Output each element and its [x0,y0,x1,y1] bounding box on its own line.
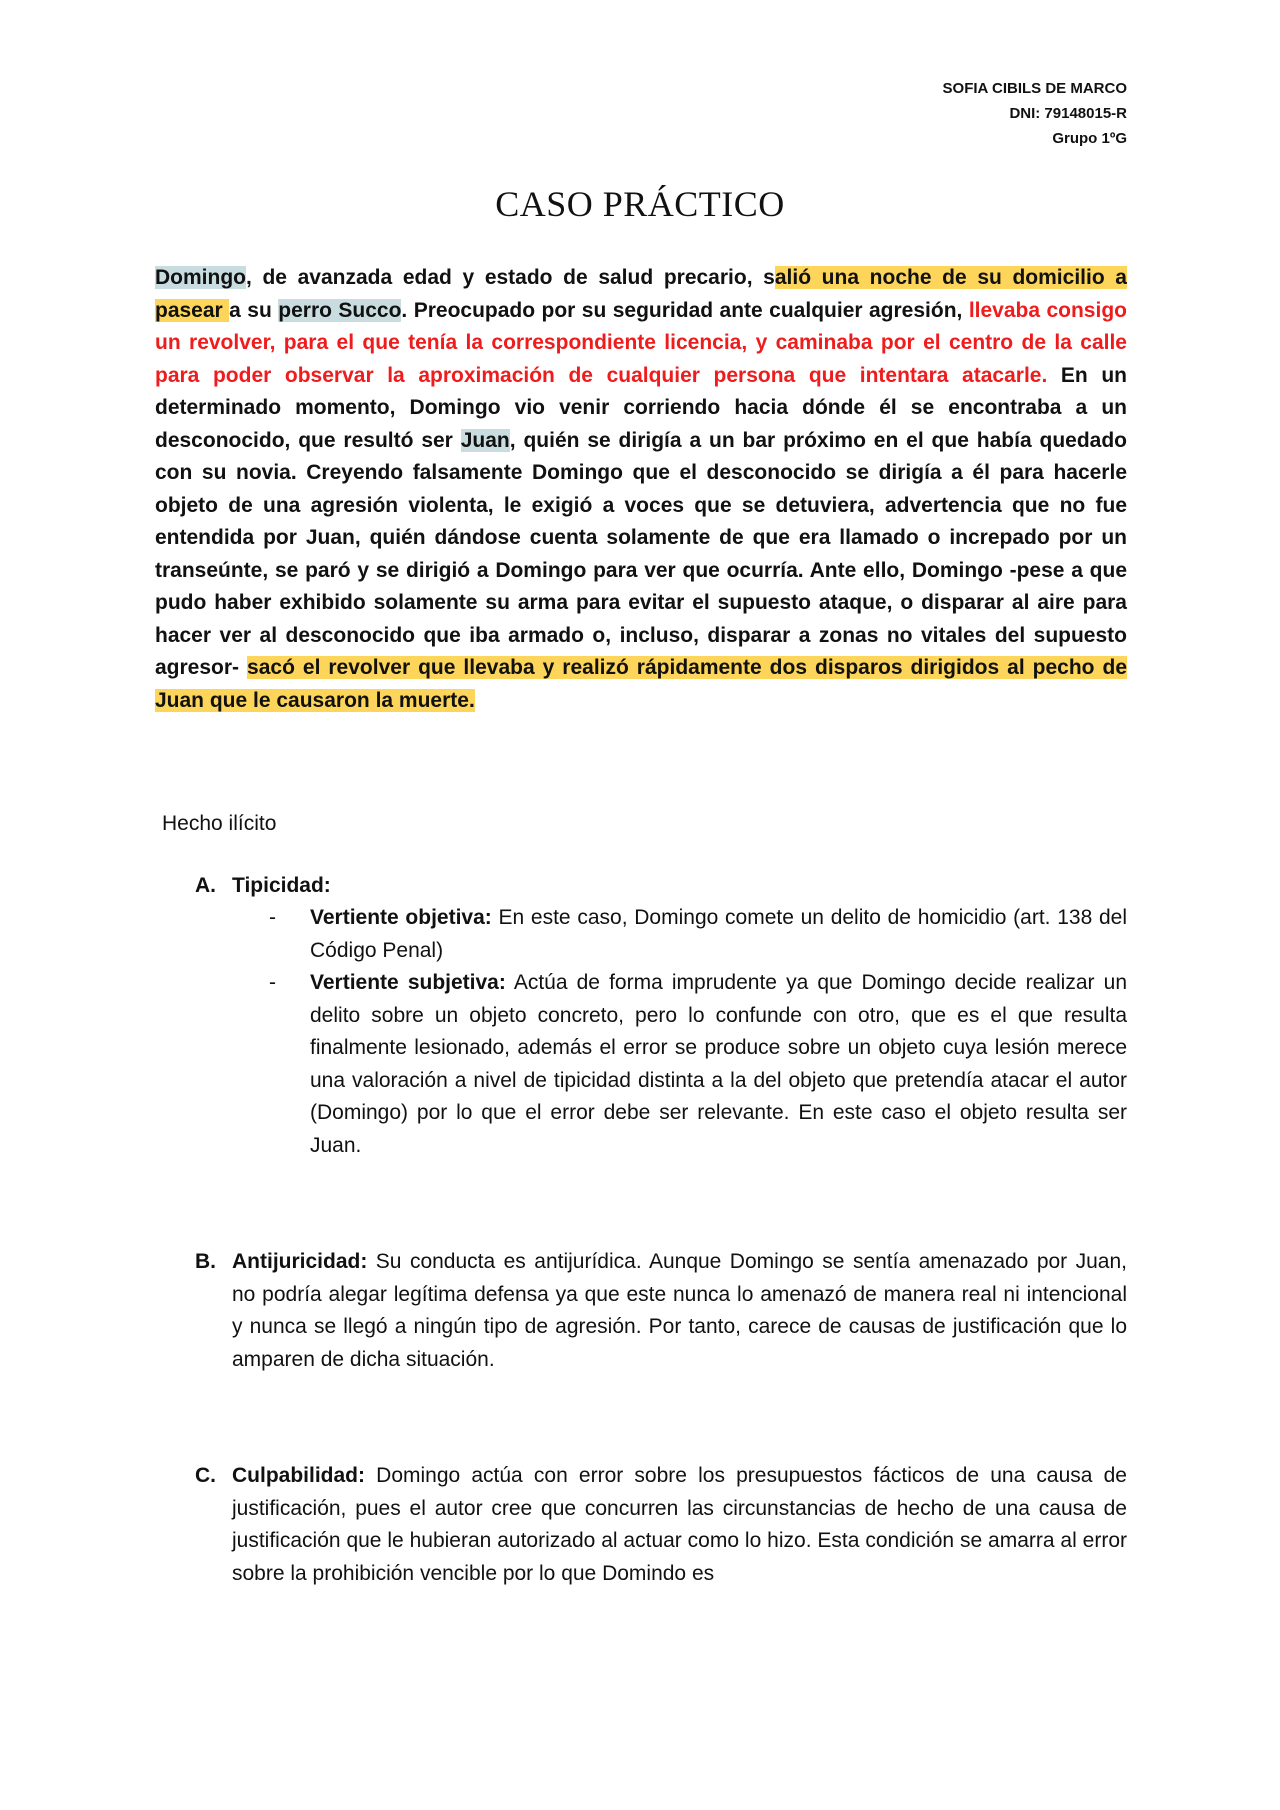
case-statement [155,262,1127,717]
bullet-dash: - [269,971,276,994]
highlight-domingo: Domingo [155,266,246,289]
bullet-objective [269,902,1127,967]
section-b-title: Antijuricidad: [232,1250,368,1273]
section-c [195,1460,1127,1590]
case-text-part: En un determinado momento, Domingo vio venir corriendo hacia dónde él se encontraba a un desconocido, que resultó ser [155,363,1127,452]
section-b [195,1246,1127,1376]
highlight-dog: perro Succo [278,298,402,322]
case-text-part: , de avanzada edad y estado de salud precario, s [245,266,775,289]
author-header [943,76,1127,151]
bullet-subjective [269,967,1127,1162]
section-c-text: Domingo actúa con error sobre los presupuestos fácticos de una causa de justificación, pues el autor cree que concurren las circunstancias de hecho de una causa de justificación que le hubieran autorizado al actuar como lo hizo. Esta condición se amarra al error sobre la prohibición vencible por lo que Domindo es [232,1464,1127,1585]
section-a-letter: A. [195,874,216,897]
section-b-letter: B. [195,1250,216,1273]
red-text-revolver: llevaba consigo un revolver, para el que tenía la correspondiente licencia, y caminaba por el centro de la calle para poder observar la aproximación de cualquier persona que intentara atacarle. [155,298,1127,387]
bullet-subjective-term: Vertiente subjetiva: [310,971,506,994]
case-text-part: a su [229,298,279,322]
section-a-title: Tipicidad: [232,874,331,897]
bullet-subjective-text: Actúa de forma imprudente ya que Domingo decide realizar un delito sobre un objeto concreto, pero lo confunde con otro, que es el que resulta finalmente lesionado, además el error se produce sobre un objeto cuya lesión merece una valoración a nivel de tipicidad distinta a la del objeto que pretendía atacar el autor (Domingo) por lo que el error debe ser relevante. En este caso el objeto resulta ser Juan. [310,971,1127,1157]
case-text-part: , quién se dirigía a un bar próximo en el que había quedado con su novia. Creyendo falsamente Domingo que el desconocido se dirigía a él para hacerle objeto de una agresión violenta, le exigió a voces que se detuviera, advertencia que no fue entendida por Juan, quién dándose cuenta solamente de que era llamado o increpado por un transeúnte, se paró y se dirigió a Domingo para ver que ocurría. Ante ello, Domingo -pese a que pudo haber exhibido solamente su arma para evitar el supuesto ataque, o disparar al aire para hacer ver al desconocido que iba armado o, incluso, disparar a zonas no vitales del supuesto agresor- [155,428,1127,679]
section-a-heading [195,870,1127,903]
highlight-juan: Juan [460,428,510,452]
author-name: SOFIA CIBILS DE MARCO [942,80,1127,97]
bullet-objective-text: En este caso, Domingo comete un delito de homicidio (art. 138 del Código Penal) [310,906,1127,962]
section-b-text: Su conducta es antijurídica. Aunque Domingo se sentía amenazado por Juan, no podría alegar legítima defensa ya que este nunca lo amenazó de manera real ni intencional y nunca se llegó a ningún tipo de agresión. Por tanto, carece de causas de justificación que lo amparen de dicha situación. [232,1250,1127,1371]
author-dni: DNI: 79148015-R [1009,105,1127,122]
author-group: Grupo 1ºG [1052,130,1127,147]
section-c-title: Culpabilidad: [232,1464,365,1487]
bullet-objective-term: Vertiente objetiva: [310,906,492,929]
bullet-dash: - [269,906,276,929]
section-c-letter: C. [195,1464,216,1487]
highlight-shots: sacó el revolver que llevaba y realizó rápidamente dos disparos dirigidos al pecho de Juan que le causaron la muerte. [155,656,1127,712]
case-text-part: . Preocupado por su seguridad ante cualquier agresión, [401,298,969,322]
page-title: CASO PRÁCTICO [495,184,785,224]
section-label: Hecho ilícito [162,812,277,835]
highlight-action: alió una noche de su domicilio a pasear [155,266,1127,322]
